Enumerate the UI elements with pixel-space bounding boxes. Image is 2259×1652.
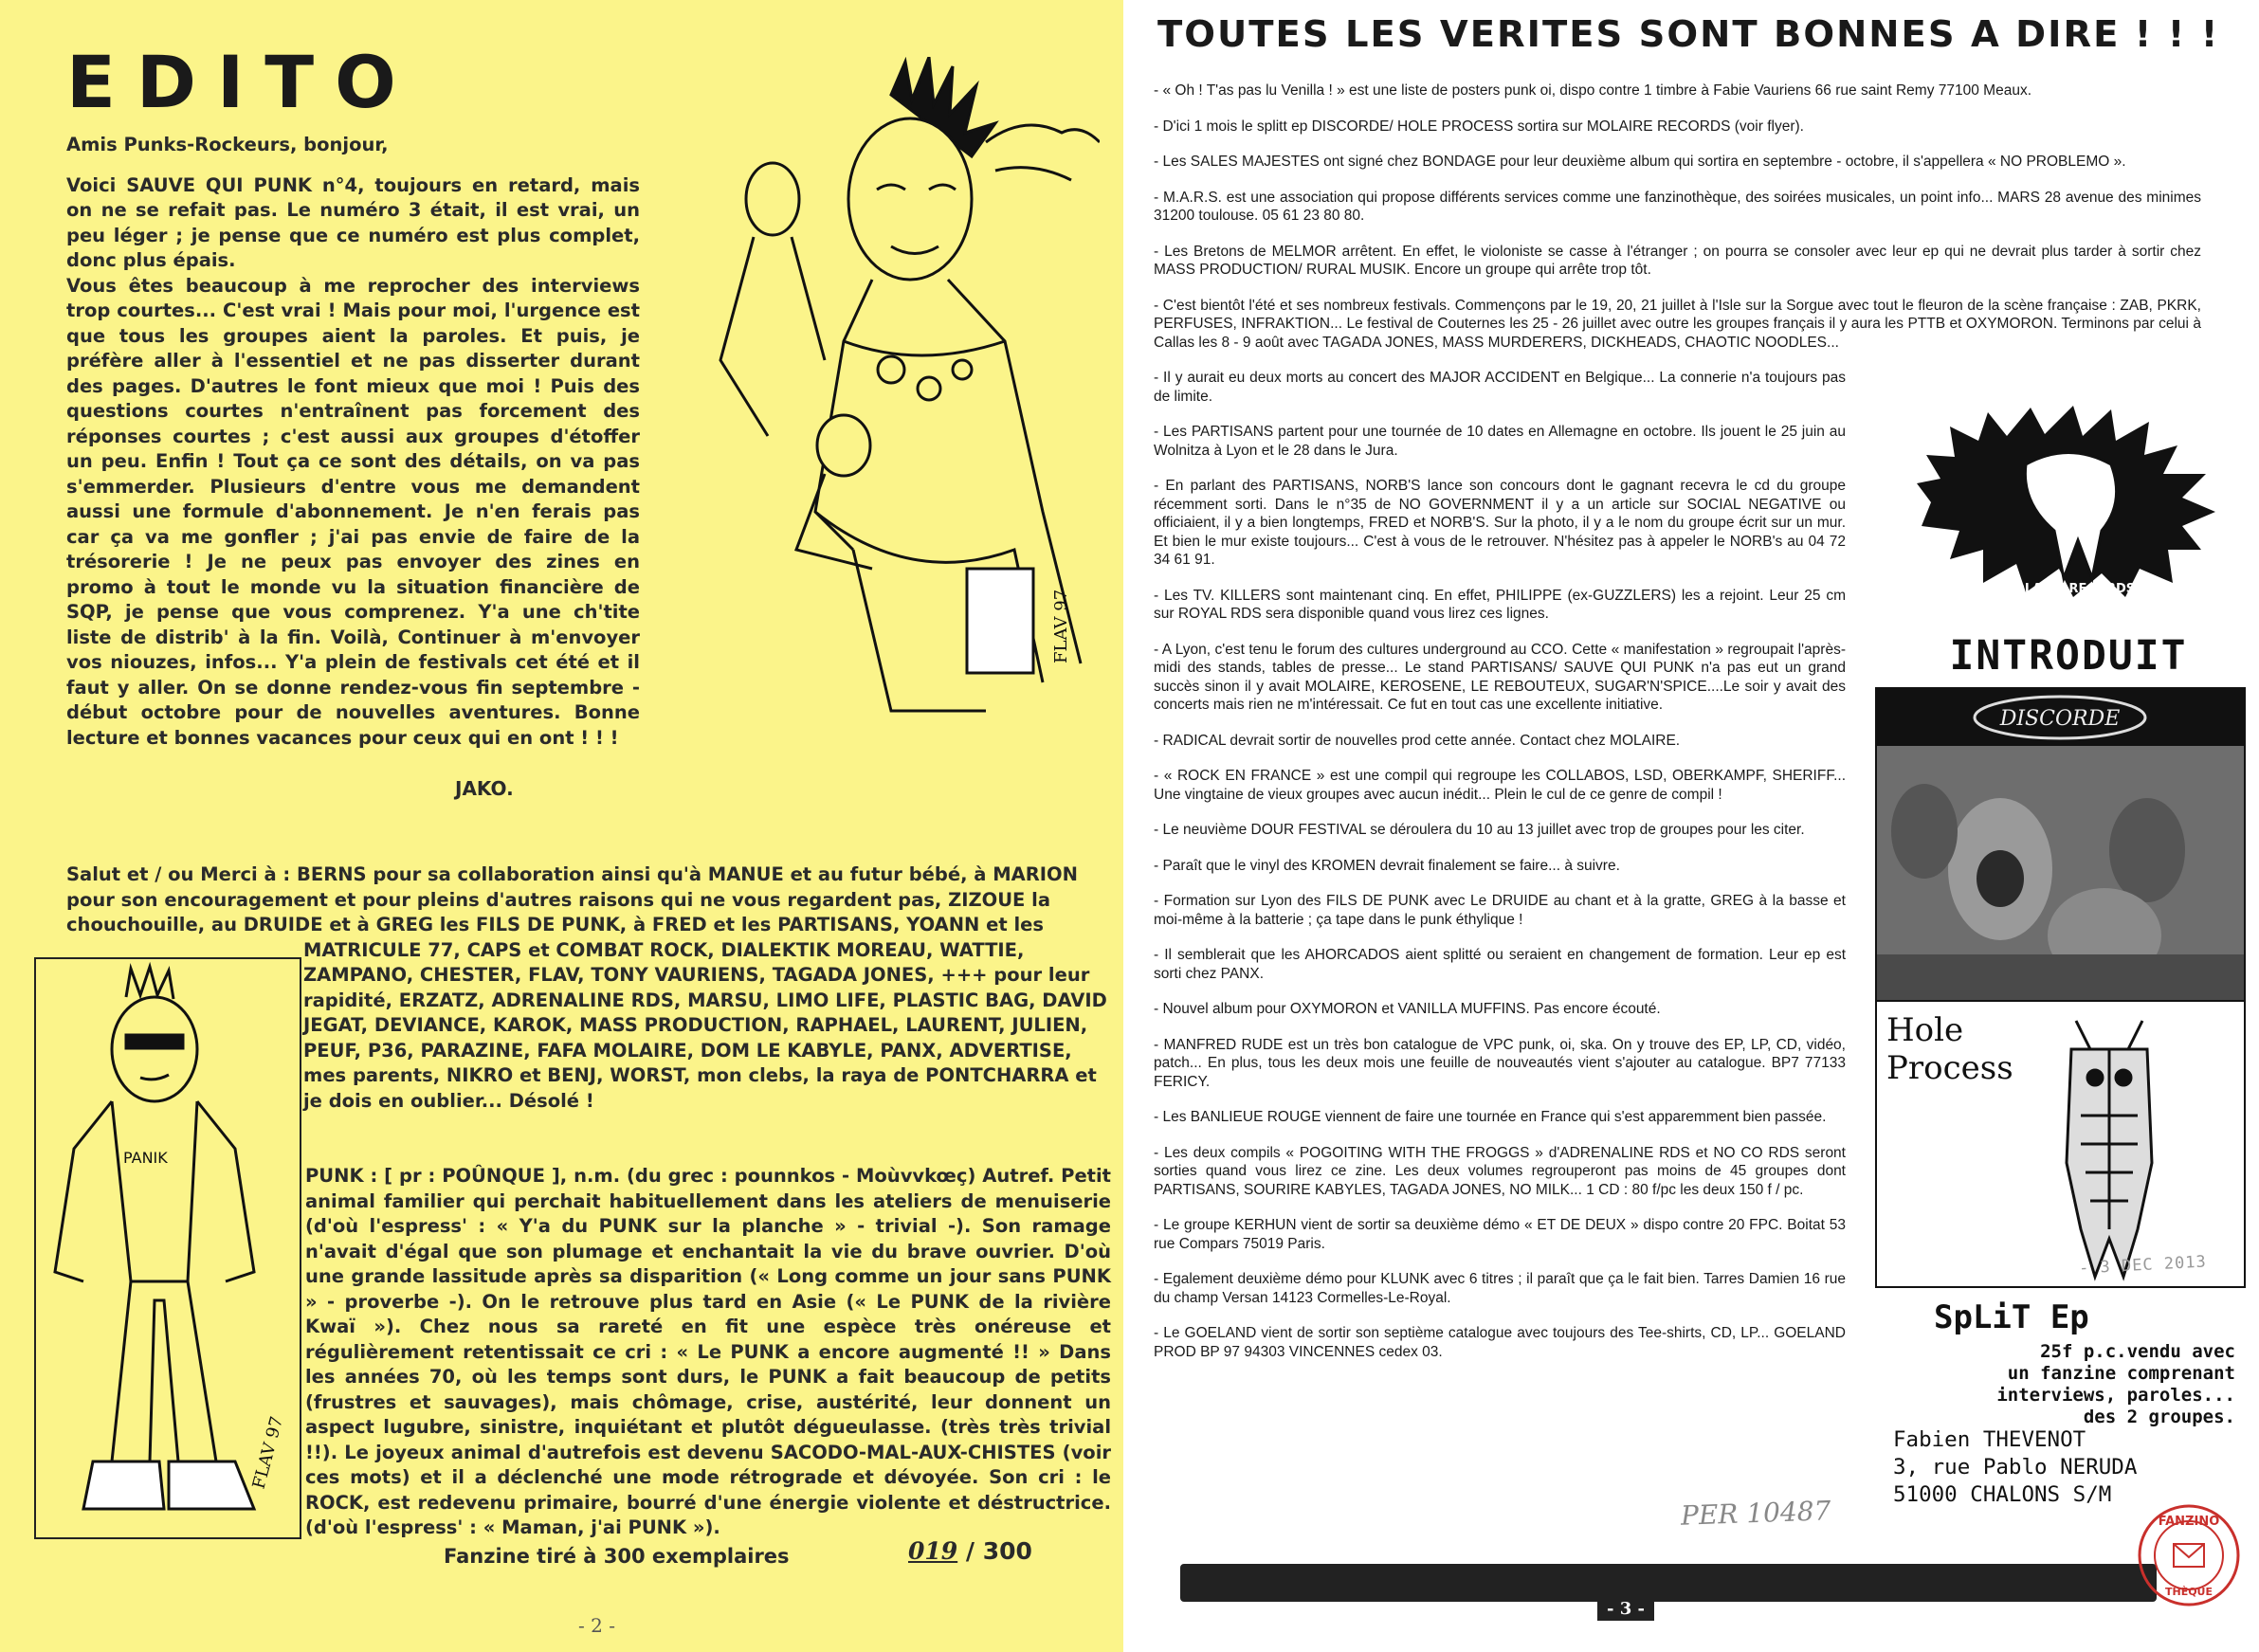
thanks-list: MATRICULE 77, CAPS et COMBAT ROCK, DIALEKTIK MOREAU, WATTIE, ZAMPANO, CHESTER, FLAV, TONY VAURIENS, TAGADA JONES, +++ pour leur rapidité, ERZATZ, ADRENALINE RDS, MARSU, LIMO LIFE, PLASTIC BAG, DAVID JEGAT, DEVIANCE, KAROK, MASS PRODUCTION, RAPHAEL, LAURENT, JULIEN, PEUF, P36, PARAZINE, FAFA MOLAIRE, DOM LE KABYLE, PANX, ADVERTISE, mes parents, NIKRO et BENJ, WORST, mon clebs, la raya de PONTCHARRA et je dois en oublier... Désolé !: [303, 938, 1107, 1112]
news-item: - Il y aurait eu deux morts au concert des MAJOR ACCIDENT en Belgique... La connerie n'a toujours pas de limite.: [1154, 370, 1846, 405]
molaire-logo-text: MOLAIRE RECORDS: [2001, 582, 2136, 596]
news-item: - Les BANLIEUE ROUGE viennent de faire une tournée en France qui s'est apparemment bien passée.: [1154, 1109, 1827, 1125]
news-item: - Les TV. KILLERS sont maintenant cinq. En effet, PHILIPPE (ex-GUZZLERS) les a rejoint. Leur 25 cm sur ROYAL RDS sera disponible quand vous lirez ces lignes.: [1154, 587, 1846, 622]
hole-process-logo: [1886, 1011, 2013, 1087]
handwritten-reference: PER 10487: [1680, 1495, 1831, 1532]
edito-paragraph: Voici SAUVE QUI PUNK n°4, toujours en retard, mais on ne se refait pas. Le numéro 3 était, il est vrai, un peu léger ; je pense que ce numéro est plus complet, donc plus épais.: [66, 173, 640, 271]
copy-total: / 300: [965, 1537, 1032, 1565]
hole-process-creature-icon: [2038, 1011, 2180, 1281]
page-number-right: - 3 -: [1597, 1597, 1654, 1621]
discorde-logo-text: DISCORDE: [1999, 707, 2121, 731]
desc-line: interviews, paroles...: [1996, 1385, 2235, 1406]
small-punk-illustration-frame: [34, 957, 301, 1539]
news-item: - C'est bientôt l'été et ses nombreux festivals. Commençons par le 19, 20, 21 juillet à l'Isle sur la Sorgue avec tout le fleuron de la scène française : ZAB, PKRK, PERFUSES, INFRAKTION... Le festival de Couternes les 25 - 26 juillet avec outre les groupes français il y aura les PTTB et OXYMORON. Terminons par celui à Callas les 8 - 9 août avec TAGADA JONES, MASS MURDERERS, DICKHEADS, CHAOTIC NOODLES...: [1154, 297, 2201, 351]
news-item: - MANFRED RUDE est un très bon catalogue de VPC punk, oi, ska. On y trouve des EP, LP, CD, vidéo, patch... En plus, tous les deux mois une feuille de nouveautés vient s'ajouter au catalogue. BP7 77133 FERICY.: [1154, 1036, 1846, 1090]
punk-illustration: [701, 57, 1100, 720]
news-item: - Les PARTISANS partent pour une tournée de 10 dates en Allemagne en octobre. Ils jouent le 25 juin au Wolnitza à Lyon et le 28 dans le Jura.: [1154, 424, 1846, 459]
news-item: - Les Bretons de MELMOR arrêtent. En effet, le violoniste se casse à l'étranger ; on pourra se consoler avec leur ep qui ne devrait plus tarder à sortir chez MASS PRODUCTION/ RURAL MUSIK. Encore un groupe qui arrête trop tôt.: [1154, 243, 2201, 278]
address-line: Fabien THEVENOT: [1893, 1427, 2086, 1452]
right-page: [1123, 0, 2259, 1652]
news-item: - D'ici 1 mois le splitt ep DISCORDE/ HOLE PROCESS sortira sur MOLAIRE RECORDS (voir flyer).: [1154, 118, 1804, 135]
illustration-signature: FLAV 97: [1051, 589, 1071, 663]
contact-address: [1893, 1426, 2137, 1509]
thanks-intro: Salut et / ou Merci à : BERNS pour sa collaboration ainsi qu'à MANUE et au futur bébé, à MARION pour son encouragement et pour pleins d'autres raisons qui ne vous regardent pas, ZIZOUE la chouchouille, au DRUIDE et à GREG les FILS DE PUNK, à FRED et les PARTISANS, YOANN et les: [66, 863, 1078, 935]
split-ep-description: [1875, 1341, 2235, 1428]
hole-process-line-1: Hole: [1886, 1011, 1964, 1049]
hole-process-panel: [1875, 1000, 2246, 1288]
news-item: - M.A.R.S. est une association qui propose différents services comme une fanzinothèque, des soirées musicales, un point info... MARS 28 avenue des minimes 31200 toulouse. 05 61 23 80 80.: [1154, 189, 2201, 224]
news-item: - Il semblerait que les AHORCADOS aient splitté ou seraient en changement de formation. Leur ep est sorti chez PANX.: [1154, 947, 1846, 982]
news-item: - Egalement deuxième démo pour KLUNK avec 6 titres ; il paraît que ça le fait bien. Tarres Damien 16 rue du champ Versan 14123 Cormelles-Le-Royal.: [1154, 1271, 1846, 1306]
news-item: - Les SALES MAJESTES ont signé chez BONDAGE pour leur deuxième album qui sortira en septembre - octobre, il s'appellera « NO PROBLEMO ».: [1154, 154, 2126, 170]
print-run: Fanzine tiré à 300 exemplaires: [444, 1545, 790, 1568]
left-page: [0, 0, 1123, 1652]
address-line: 3, rue Pablo NERUDA: [1893, 1455, 2138, 1480]
split-ep-title: SpLiT Ep: [1934, 1298, 2089, 1336]
footer-bar: [1180, 1564, 2157, 1602]
date-stamp: - 3 DEC 2013: [2078, 1252, 2208, 1279]
news-item: - En parlant des PARTISANS, NORB'S lance son concours dont le gagnant recevra le cd du groupe récemment sorti. Dans le n°35 de NO GOVERNMENT il y a un article sur SOCIAL NEGATIVE ou officiaient, il y a bien longtemps, FRED et NORB'S. Sur la photo, il y a le nom du groupe écrit sur un mur. Et bien le mur existe toujours... C'est à vous de le retrouver. N'hésitez pas à appeler le NORB's au 04 72 34 61 91.: [1154, 478, 1846, 568]
fanzinotheque-stamp: [2136, 1502, 2242, 1608]
edito-body: [66, 133, 640, 766]
small-illustration-signature: FLAV 97: [248, 1414, 288, 1492]
news-item: - Le neuvième DOUR FESTIVAL se déroulera du 10 au 13 juillet avec trop de groupes pour les citer.: [1154, 822, 1805, 838]
svg-text:PANIK: PANIK: [123, 1149, 168, 1167]
copy-number: [908, 1537, 1032, 1565]
news-item: - Formation sur Lyon des FILS DE PUNK avec Le DRUIDE au chant et à la gratte, GREG à la basse et moi-même à la batterie ; ça tape dans le punk éthylique !: [1154, 893, 1846, 928]
news-item: - Paraît que le vinyl des KROMEN devrait finalement se faire... à suivre.: [1154, 857, 1620, 874]
news-item: - « ROCK EN FRANCE » est une compil qui regroupe les COLLABOS, LSD, OBERKAMPF, SHERIFF... Une vingtaine de vieux groupes avec aucun inédit... Plein le cul de ce genre de compil !: [1154, 768, 1846, 803]
molaire-records-logo: [1912, 398, 2225, 602]
ad-introduit: INTRODUIT: [1949, 632, 2188, 680]
edito-title: EDITO: [66, 40, 417, 124]
punk-dictionary-entry: PUNK : [ pr : POÛNQUE ], n.m. (du grec : pounnkos - Moùvvkœç) Autref. Petit animal familier qui perchait habituellement dans les ateliers de menuiserie (d'où l'espress' : « Y'a du PUNK sur la planche » - trivial -). Son ramage n'avait d'égal que son plumage et enchantait la vie du brave ouvrier. D'où une grande lassitude après sa disparition (« Long comme un jour sans PUNK » - proverbe -). On le retrouve plus tard en Asie (« Le PUNK de la rivière Kwaï »). Chez nous sa rareté en fit une espèce très onéreuse et régulièrement retentissait ce cri : « Le PUNK a encore augmenté !! » Dans les années 70, où les temps sont durs, le PUNK a fait beaucoup de petits (frustres et sauvages), mais chômage, crise, austérité, leur donnent un aspect lugubre, sinistre, inquiétant et plutôt dégueulasse. (très très trivial !!). Le joyeux animal d'autrefois est devenu SACODO-MAL-AUX-CHISTES (voir ces mots) et il a déclenché une mode rétrograde et dévoyée. Son cri : le ROCK, est redevenu primaire, bourré d'une énergie violente et déstructrice. (d'où l'espress' : « Maman, j'ai PUNK »).: [305, 1165, 1111, 1538]
small-punk-illustration: [36, 959, 300, 1537]
edito-greeting: Amis Punks-Rockeurs, bonjour,: [66, 134, 389, 155]
edito-paragraph: Vous êtes beaucoup à me reprocher des interviews trop courtes... C'est vrai ! Mais pour moi, l'urgence est que tous les groupes aient la paroles. Et puis, je préfère aller à l'essentiel et ne pas disserter durant des pages. D'autres le font mieux que moi ! Puis des questions courtes n'entraînent pas forcement des réponses courtes ; c'est aussi aux groupes d'étoffer un peu. Enfin ! Tout ça ce sont des détails, on va pas s'emmerder. Plusieurs d'entre vous me demandent aussi une formule d'abonnement. Je n'en ferais pas car ça va me gonfler ; j'ai pas envie de faire de la trésorerie ! Je ne peux pas envoyer des zines en promo à tout le monde vu la situation financière de SQP, je pense que vous comprenez. Y'a une ch'tite liste de distrib' à la fin. Voilà, Continuer à m'envoyer vos niouzes, infos... Y'a plein de festivals cet été et il faut y aller. On se donne rendez-vous fin septembre - début octobre pour de nouvelles aventures. Bonne lecture et bonnes vacances pour ceux qui en ont ! ! !: [66, 274, 640, 749]
page-number-left: - 2 -: [578, 1614, 615, 1637]
desc-line: des 2 groupes.: [2083, 1407, 2235, 1427]
news-item: - Le GOELAND vient de sortir son septième catalogue avec toujours des Tee-shirts, CD, LP... GOELAND PROD BP 97 94303 VINCENNES cedex 03.: [1154, 1325, 1846, 1360]
stamp-bottom-text: THÈQUE: [2164, 1586, 2213, 1598]
desc-line: un fanzine comprenant: [2007, 1363, 2235, 1384]
desc-line: 25f p.c.vendu avec: [2040, 1341, 2235, 1362]
hole-process-line-2: Process: [1886, 1049, 2013, 1087]
copy-number-value: 019: [908, 1537, 958, 1565]
news-item: - Les deux compils « POGOITING WITH THE FROGGS » d'ADRENALINE RDS et NO CO RDS seront sorties quand vous lirez ce zine. Les deux volumes regrouperont pas moins de 45 groupes dont PARTISANS, SOURIRE KABYLES, TAGADA JONES, NO MILK... 1 CD : 80 f/pc les deux 150 f / pc.: [1154, 1144, 1846, 1198]
news-title: TOUTES LES VERITES SONT BONNES A DIRE ! ! !: [1157, 13, 2220, 56]
discorde-photo: [1875, 687, 2246, 1004]
news-item: - RADICAL devrait sortir de nouvelles prod cette année. Contact chez MOLAIRE.: [1154, 732, 1681, 749]
discorde-band-image: [1877, 689, 2244, 1002]
news-item: - « Oh ! T'as pas lu Venilla ! » est une liste de posters punk oi, dispo contre 1 timbre à Fabie Vauriens 66 rue saint Remy 77100 Meaux.: [1154, 82, 2032, 99]
news-item: - Le groupe KERHUN vient de sortir sa deuxième démo « ET DE DEUX » dispo contre 20 FPC. Boitat 53 rue Compars 75019 Paris.: [1154, 1217, 1846, 1252]
news-item: - A Lyon, c'est tenu le forum des cultures underground au CCO. Cette « manifestation » regroupait l'après-midi des stands, tables de presse... Le stand PARTISANS/ SAUVE QUI PUNK n'a pas eut un grand succès sinon il y avait MOLAIRE, KEROSENE, LE REBOUTEUX, SUGAR'N'SPICE....Le soir y avait des concerts mais rien ne m'intéressait. Ce fut en tout cas une excellente initiative.: [1154, 641, 1846, 713]
address-line: 51000 CHALONS S/M: [1893, 1482, 2112, 1507]
stamp-top-text: FANZINO: [2158, 1515, 2220, 1529]
edito-signature: JAKO.: [455, 777, 514, 800]
news-item: - Nouvel album pour OXYMORON et VANILLA MUFFINS. Pas encore écouté.: [1154, 1001, 1661, 1017]
